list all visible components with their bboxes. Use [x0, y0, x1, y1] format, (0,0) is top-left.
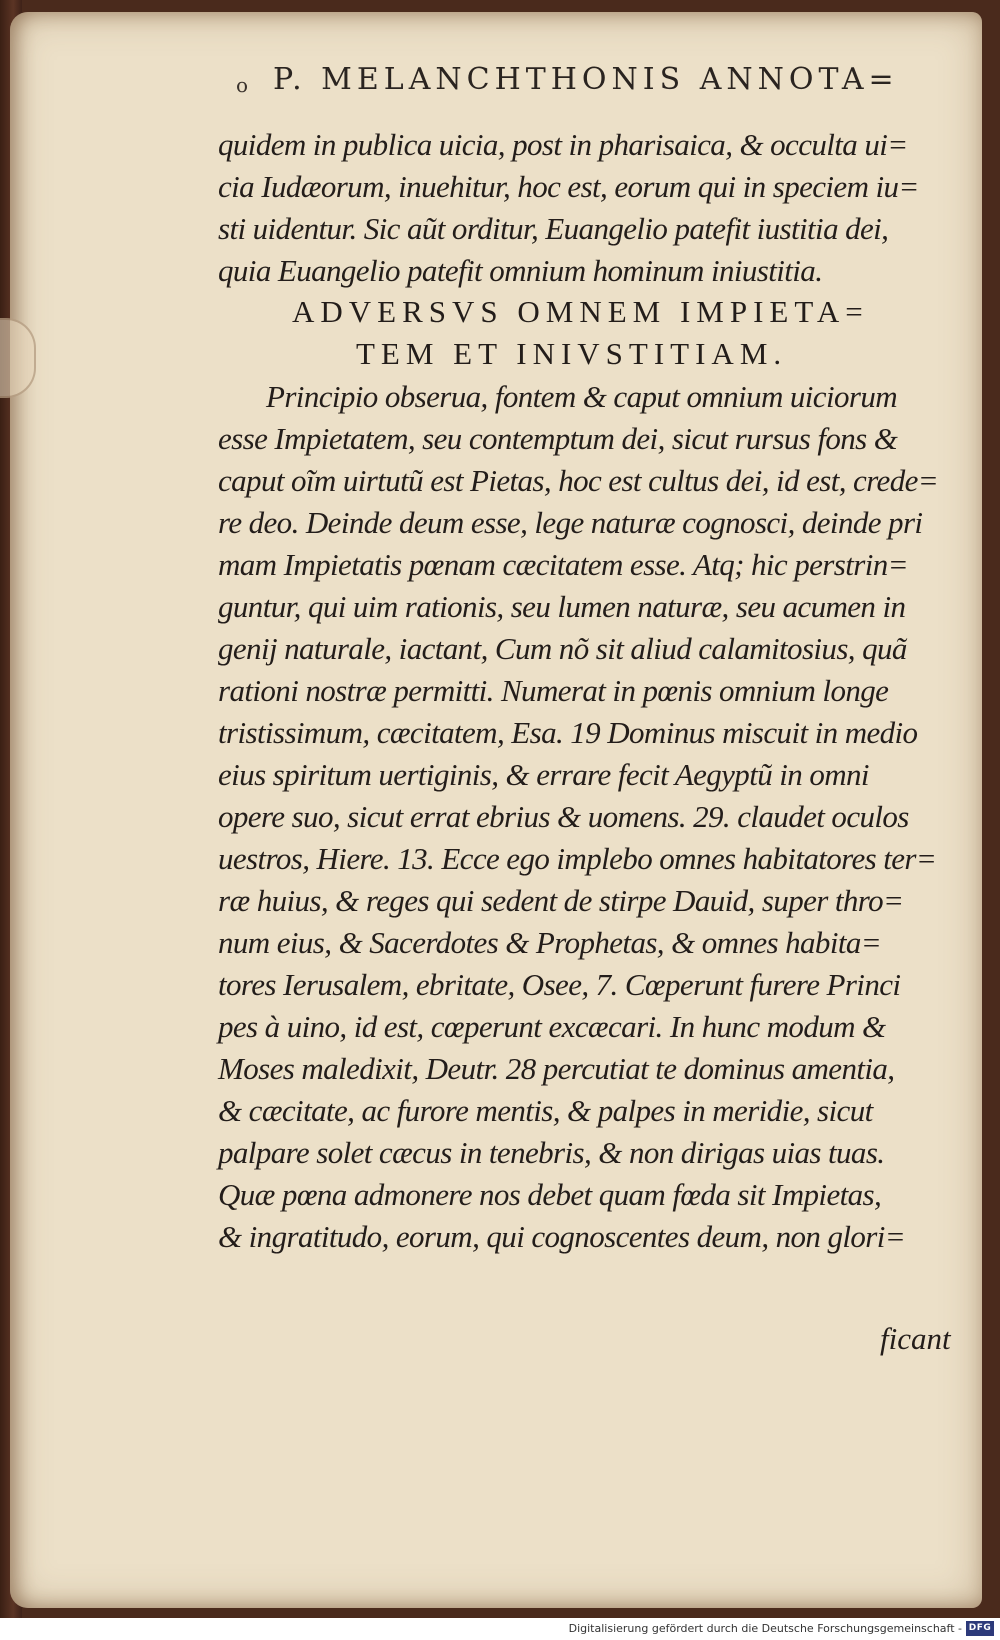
text-line: sti uidentur. Sic aũt orditur, Euangelio patefit iustitia dei, — [218, 211, 889, 246]
text-line: genij naturale, iactant, Cum nõ sit aliud calamitosius, quã — [218, 631, 907, 666]
section-heading-line-2: TEM ET INIVSTITIAM. — [356, 336, 788, 371]
text-line: guntur, qui uim rationis, seu lumen naturæ, seu acumen in — [218, 589, 906, 624]
text-line: rationi nostræ permitti. Numerat in pœnis omnium longe — [218, 673, 889, 708]
text-line: & ingratitudo, eorum, qui cognoscentes deum, non glori= — [218, 1219, 906, 1254]
text-line: pes à uino, id est, cœperunt excæcari. In hunc modum & — [218, 1009, 886, 1044]
text-line: eius spiritum uertiginis, & errare fecit Aegyptũ in omni — [218, 757, 869, 792]
running-head-text: P. MELANCHTHONIS ANNOTA= — [273, 62, 899, 97]
text-line: & cæcitate, ac furore mentis, & palpes in meridie, sicut — [218, 1093, 873, 1128]
text-line: quia Euangelio patefit omnium hominum iniustitia. — [218, 253, 823, 288]
text-line: tristissimum, cæcitatem, Esa. 19 Dominus miscuit in medio — [218, 715, 918, 750]
text-line: caput oĩm uirtutũ est Pietas, hoc est cultus dei, id est, crede= — [218, 463, 939, 498]
text-line: uestros, Hiere. 13. Ecce ego implebo omnes habitatores ter= — [218, 841, 937, 876]
text-line: Moses maledixit, Deutr. 28 percutiat te dominus amentia, — [218, 1051, 895, 1086]
text-line: quidem in publica uicia, post in pharisaica, & occulta ui= — [218, 127, 908, 162]
text-line: esse Impietatem, seu contemptum dei, sicut rursus fons & — [218, 421, 898, 456]
text-line: cia Iudæorum, inuehitur, hoc est, eorum qui in speciem iu= — [218, 169, 919, 204]
text-line: re deo. Deinde deum esse, lege naturæ cognosci, deinde pri — [218, 505, 923, 540]
text-line: palpare solet cæcus in tenebris, & non dirigas uias tuas. — [218, 1135, 885, 1170]
funding-credit: Digitalisierung gefördert durch die Deutsche Forschungsgemeinschaft - — [568, 1622, 962, 1635]
ornament-glyph: o — [236, 73, 249, 97]
text-line: num eius, & Sacerdotes & Prophetas, & omnes habita= — [218, 925, 882, 960]
section-heading-line-1: ADVERSVS OMNEM IMPIETA= — [292, 294, 869, 329]
text-line: mam Impietatis pœnam cæcitatem esse. Atq; hic perstrin= — [218, 547, 908, 582]
text-line: Principio obserua, fontem & caput omnium uiciorum — [266, 379, 898, 414]
text-line: Quæ pœna admonere nos debet quam fœda sit Impietas, — [218, 1177, 882, 1212]
text-line: ræ huius, & reges qui sedent de stirpe Dauid, super thro= — [218, 883, 904, 918]
text-line: tores Ierusalem, ebritate, Osee, 7. Cœperunt furere Princi — [218, 967, 901, 1002]
running-head-title — [225, 62, 965, 106]
text-line: opere suo, sicut errat ebrius & uomens. 29. claudet oculos — [218, 799, 909, 834]
dfg-logo: DFG — [966, 1621, 994, 1636]
footer-bar — [0, 1618, 1000, 1640]
catchword: ficant — [880, 1321, 951, 1356]
